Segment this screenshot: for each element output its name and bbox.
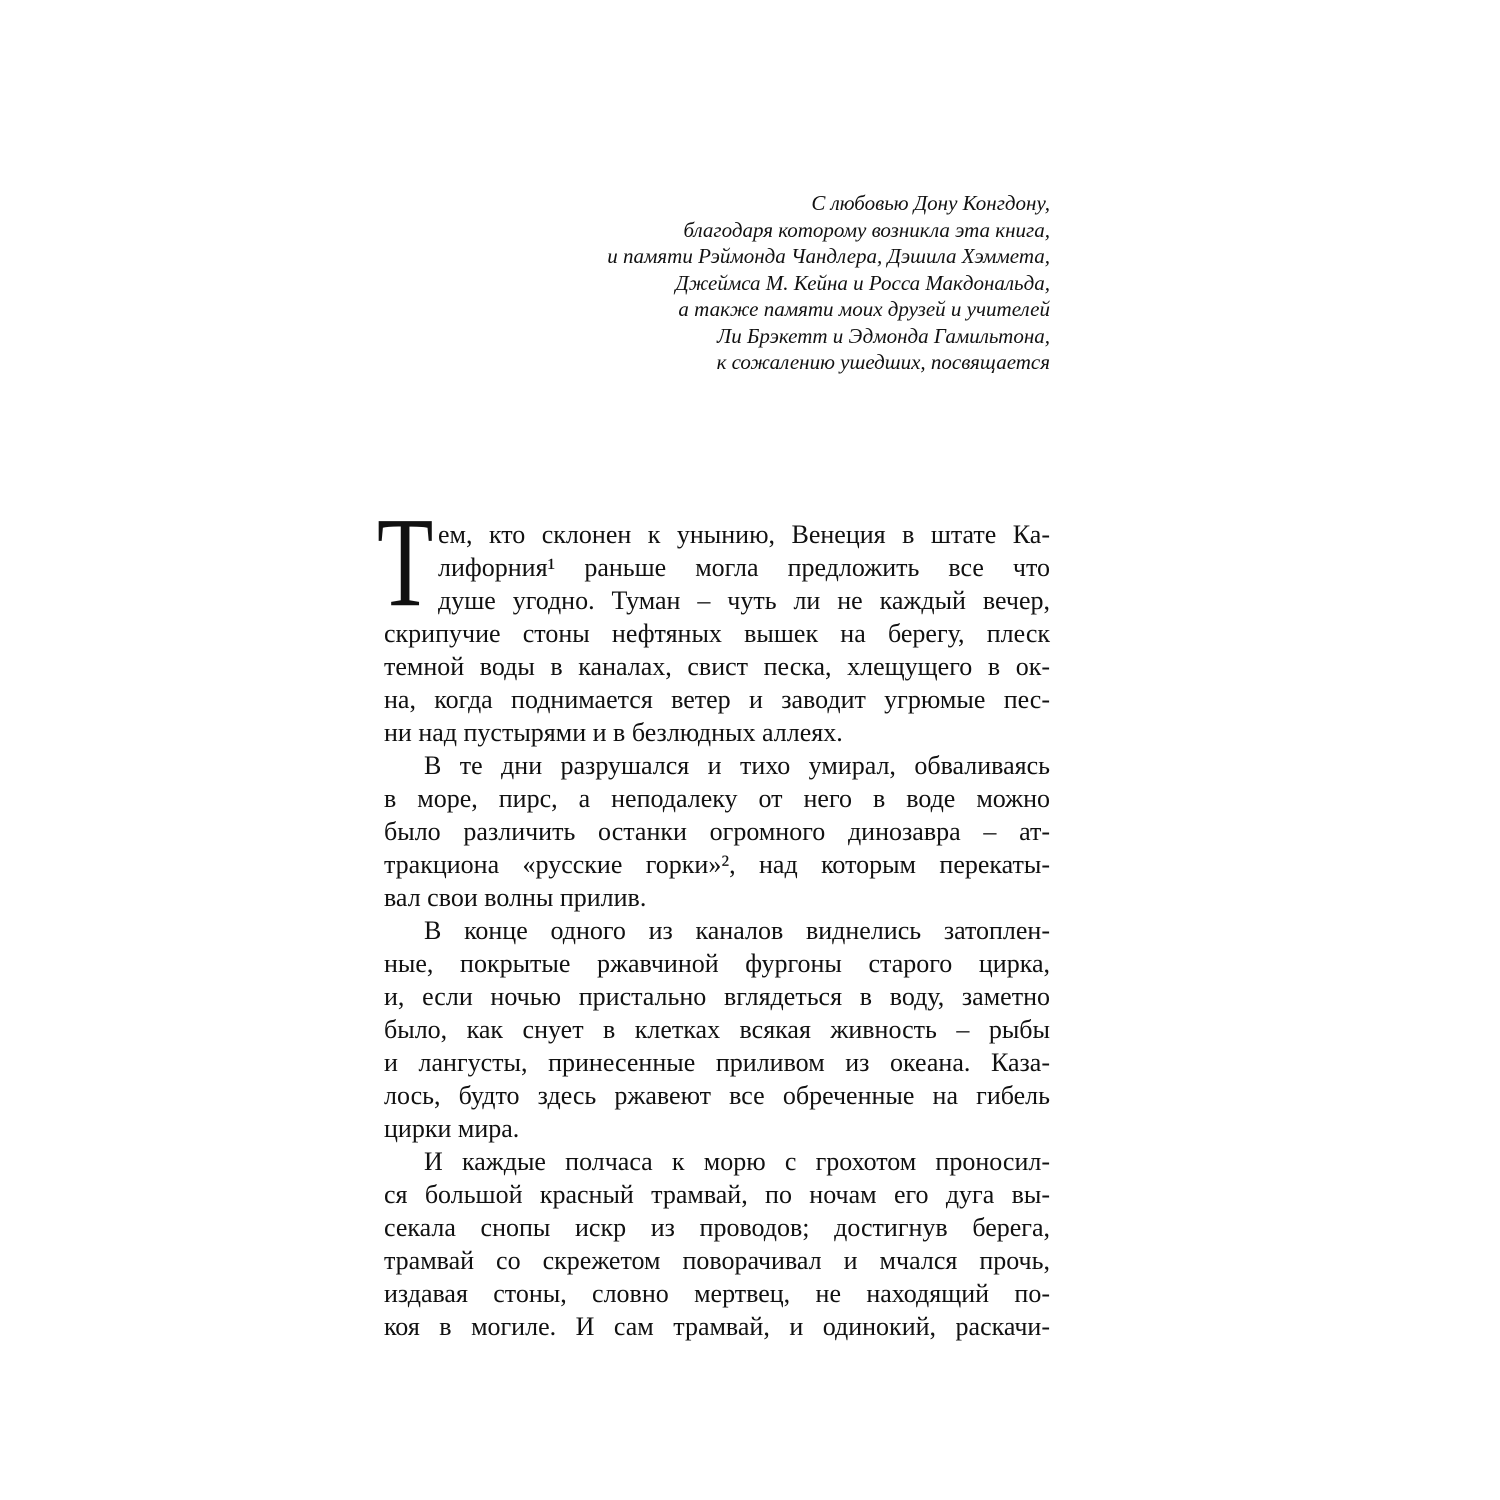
text-line: цирки мира. — [384, 1114, 520, 1143]
paragraph — [384, 518, 1050, 749]
text-line: вал свои волны прилив. — [384, 883, 647, 912]
text-line: В конце одного из каналов виднелись затоплен- — [424, 916, 1050, 945]
dedication-line: благодаря которому возникла эта книга, — [683, 217, 1050, 242]
text-line: лифорния¹ раньше могла предложить все что — [438, 553, 1050, 582]
text-line: коя в могиле. И сам трамвай, и одинокий, раскачи- — [384, 1312, 1050, 1341]
text-line: на, когда поднимается ветер и заводит угрюмые пес- — [384, 685, 1050, 714]
text-line: темной воды в каналах, свист песка, хлещущего в ок- — [384, 652, 1050, 681]
dedication-line: Джеймса М. Кейна и Росса Макдональда, — [675, 270, 1050, 295]
text-line: ем, кто склонен к унынию, Венеция в штате Ка- — [438, 520, 1050, 549]
text-line: трамвай со скрежетом поворачивал и мчался прочь, — [384, 1246, 1050, 1275]
text-line: и, если ночью пристально вглядеться в воду, заметно — [384, 982, 1050, 1011]
text-line: душе угодно. Туман – чуть ли не каждый вечер, — [438, 586, 1050, 615]
text-line: было различить останки огромного динозавра – ат- — [384, 817, 1050, 846]
dedication-line: а также памяти моих друзей и учителей — [678, 297, 1050, 321]
text-line: лось, будто здесь ржавеют все обреченные на гибель — [384, 1081, 1050, 1110]
paragraph — [384, 1145, 1050, 1343]
body-text — [384, 518, 1050, 1343]
dedication-line: и памяти Рэймонда Чандлера, Дэшила Хэммета, — [607, 244, 1050, 268]
text-line: ные, покрытые ржавчиной фургоны старого цирка, — [384, 949, 1050, 978]
text-line: скрипучие стоны нефтяных вышек на берегу, плеск — [384, 619, 1050, 648]
dedication-line: С любовью Дону Конгдону, — [811, 191, 1050, 215]
text-line: было, как снует в клетках всякая живность – рыбы — [384, 1015, 1050, 1044]
drop-cap: Т — [377, 491, 434, 633]
text-line: секала снопы искр из проводов; достигнув берега, — [384, 1213, 1050, 1242]
text-line: И каждые полчаса к морю с грохотом проносил- — [424, 1147, 1050, 1176]
text-line: ни над пустырями и в безлюдных аллеях. — [384, 718, 843, 747]
paragraph — [384, 914, 1050, 1145]
dedication-line: Ли Брэкетт и Эдмонда Гамильтона, — [717, 323, 1050, 348]
text-line: ся большой красный трамвай, по ночам его дуга вы- — [384, 1180, 1050, 1209]
dedication — [607, 190, 1050, 376]
text-line: В те дни разрушался и тихо умирал, обваливаясь — [424, 751, 1050, 780]
text-line: и лангусты, принесенные приливом из океана. Каза- — [384, 1048, 1050, 1077]
text-line: тракциона «русские горки»², над которым перекаты- — [384, 850, 1050, 879]
text-line: издавая стоны, словно мертвец, не находящий по- — [384, 1279, 1050, 1308]
text-line: в море, пирс, а неподалеку от него в воде можно — [384, 784, 1050, 813]
paragraph — [384, 749, 1050, 914]
dedication-line: к сожалению ушедших, посвящается — [716, 350, 1050, 374]
